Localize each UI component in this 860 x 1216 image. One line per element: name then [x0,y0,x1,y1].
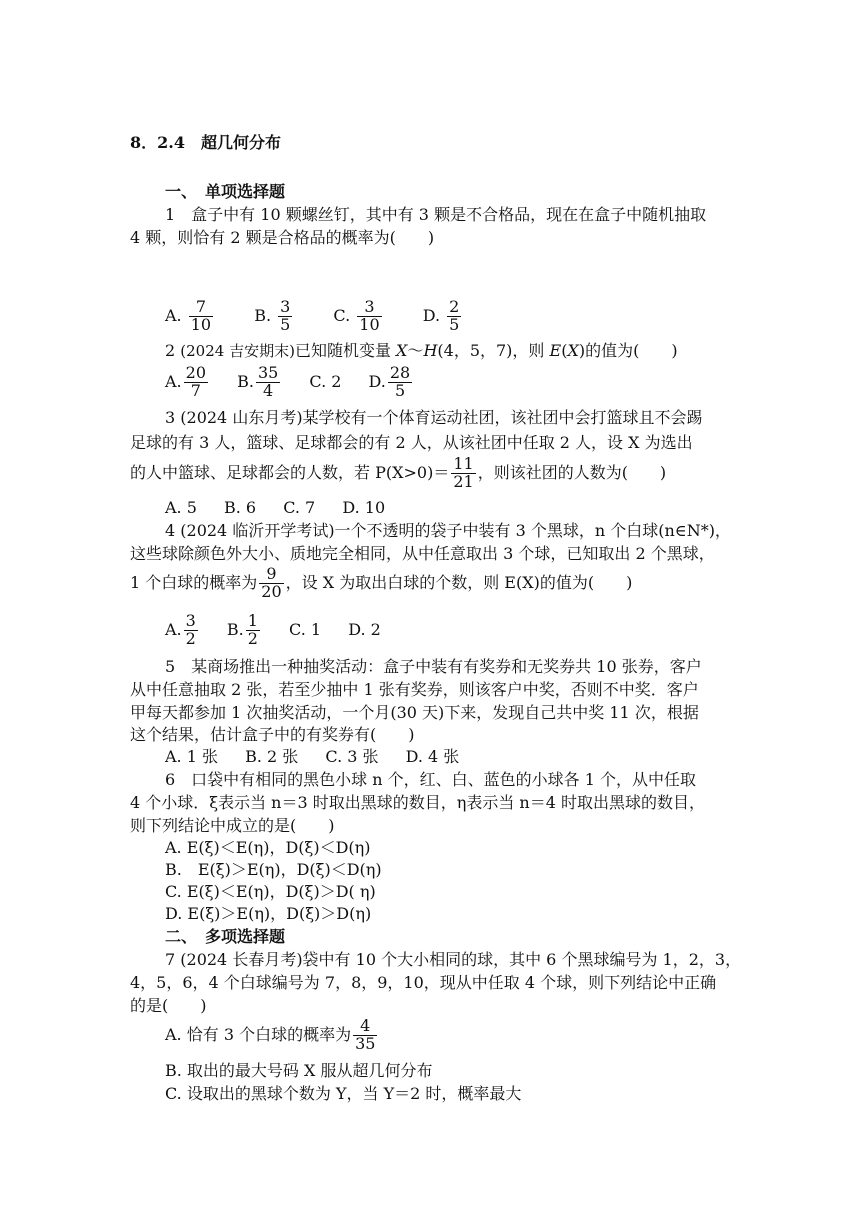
q5-option-c[interactable]: C. 3 张 [325,747,379,766]
q5-line2: 从中任意抽取 2 张，若至少抽中 1 张有奖券，则该客户中奖，否则不中奖．客户 [130,680,699,699]
q7-option-c[interactable]: C. 设取出的黑球个数为 Y，当 Y＝2 时，概率最大 [165,1084,522,1103]
q2-stem: 2 (2024 吉安期末)已知随机变量 X～H(4，5，7)，则 E(X)的值为( ) [165,341,678,360]
q1-option-a[interactable]: A. $\frac{7}{10}$ [165,297,212,334]
page-title: 8．2.4 超几何分布 [130,133,281,152]
q7-line2: 4，5，6，4 个白球编号为 7，8，9，10，现从中任取 4 个球，则下列结论中正确 [130,973,717,992]
q6-option-c[interactable]: C. E(ξ)＜E(η)，D(ξ)＞D( η) [165,882,376,901]
q2-options [165,362,436,402]
section-heading-single-choice: 一、 单项选择题 [165,182,286,201]
q6-line1: 6 口袋中有相同的黑色小球 n 个，红、白、蓝色的小球各 1 个，从中任取 [165,770,697,789]
q3-option-d[interactable]: D. 10 [342,498,386,517]
q6-option-b[interactable]: B. E(ξ)＞E(η)，D(ξ)＜D(η) [165,860,382,879]
q4-options [165,610,403,650]
q5-line1: 5 某商场推出一种抽奖活动：盒子中装有有奖券和无奖券共 10 张券，客户 [165,657,702,676]
q1-option-b[interactable]: B. $\frac{3}{5}$ [254,297,291,334]
q3-option-c[interactable]: C. 7 [283,498,316,517]
q6-line3: 则下列结论中成立的是( ) [130,816,335,835]
section-heading-multiple-choice: 二、 多项选择题 [165,927,286,946]
q4-option-a[interactable]: A. $\frac{3}{2}$ [165,611,196,648]
q4-option-b[interactable]: B. $\frac{1}{2}$ [226,611,258,648]
q7-option-b[interactable]: B. 取出的最大号码 X 服从超几何分布 [165,1061,433,1080]
q3-line2: 足球的有 3 人，篮球、足球都会的有 2 人，从该社团中任取 2 人，设 X 为选出 [130,433,693,452]
q7-line3: 的是( ) [130,996,207,1015]
q4-line1: 4 (2024 临沂开学考试)一个不透明的袋子中装有 3 个黑球，n 个白球(n∈N*)， [165,521,731,540]
q2-option-d[interactable]: D. $\frac{28}{5}$ [368,363,411,400]
q4-option-d[interactable]: D. 2 [348,620,381,639]
q5-line4: 这个结果，估计盒子中的有奖券有( ) [130,725,415,744]
q5-options [165,746,481,768]
q1-line2: 4 颗，则恰有 2 颗是合格品的概率为( ) [130,228,435,247]
q1-option-d[interactable]: D. $\frac{2}{5}$ [422,297,460,334]
q5-option-b[interactable]: B. 2 张 [245,747,299,766]
q2-option-c[interactable]: C. 2 [309,372,342,391]
q4-option-c[interactable]: C. 1 [289,620,322,639]
q3-line1: 3 (2024 山东月考)某学校有一个体育运动社团，该社团中会打篮球且不会踢 [165,408,703,427]
q1-options [165,296,497,336]
q3-option-b[interactable]: B. 6 [224,498,257,517]
q5-option-a[interactable]: A. 1 张 [165,747,218,766]
q6-option-d[interactable]: D. E(ξ)＞E(η)，D(ξ)＞D(η) [165,904,372,923]
q5-line3: 甲每天都参加 1 次抽奖活动，一个月(30 天)下来，发现自己共中奖 11 次，根据 [130,703,699,722]
q6-line2: 4 个小球．ξ表示当 n＝3 时取出黑球的数目，η表示当 n＝4 时取出黑球的数目， [130,793,705,812]
q2-option-a[interactable]: A. $\frac{20}{7}$ [165,363,206,400]
q2-option-b[interactable]: B. $\frac{35}{4}$ [237,363,279,400]
q1-option-c[interactable]: C. $\frac{3}{10}$ [333,297,380,334]
q3-line3: 的人中篮球、足球都会的人数，若 P(X>0)＝ $\frac{11}{21}$ ，则该社团的人数为( ) [130,454,667,491]
q4-line2: 这些球除颜色外大小、质地完全相同，从中任意取出 3 个球，已知取出 2 个黑球， [130,544,715,563]
q3-options [165,497,407,519]
q5-option-d[interactable]: D. 4 张 [405,747,460,766]
q7-line1: 7 (2024 长春月考)袋中有 10 个大小相同的球，其中 6 个黑球编号为 1，2，3， [165,950,742,969]
q7-option-a[interactable]: A. 恰有 3 个白球的概率为 $\frac{4}{35}$ [165,1016,376,1053]
q3-option-a[interactable]: A. 5 [165,498,197,517]
q6-option-a[interactable]: A. E(ξ)＜E(η)，D(ξ)＜D(η) [165,838,371,857]
q4-line3: 1 个白球的概率为 $\frac{9}{20}$ ，设 X 为取出白球的个数，则 E(X)的值为( ) [130,564,633,601]
q1-line1: 1 盒子中有 10 颗螺丝钉，其中有 3 颗是不合格品，现在在盒子中随机抽取 [165,205,707,224]
